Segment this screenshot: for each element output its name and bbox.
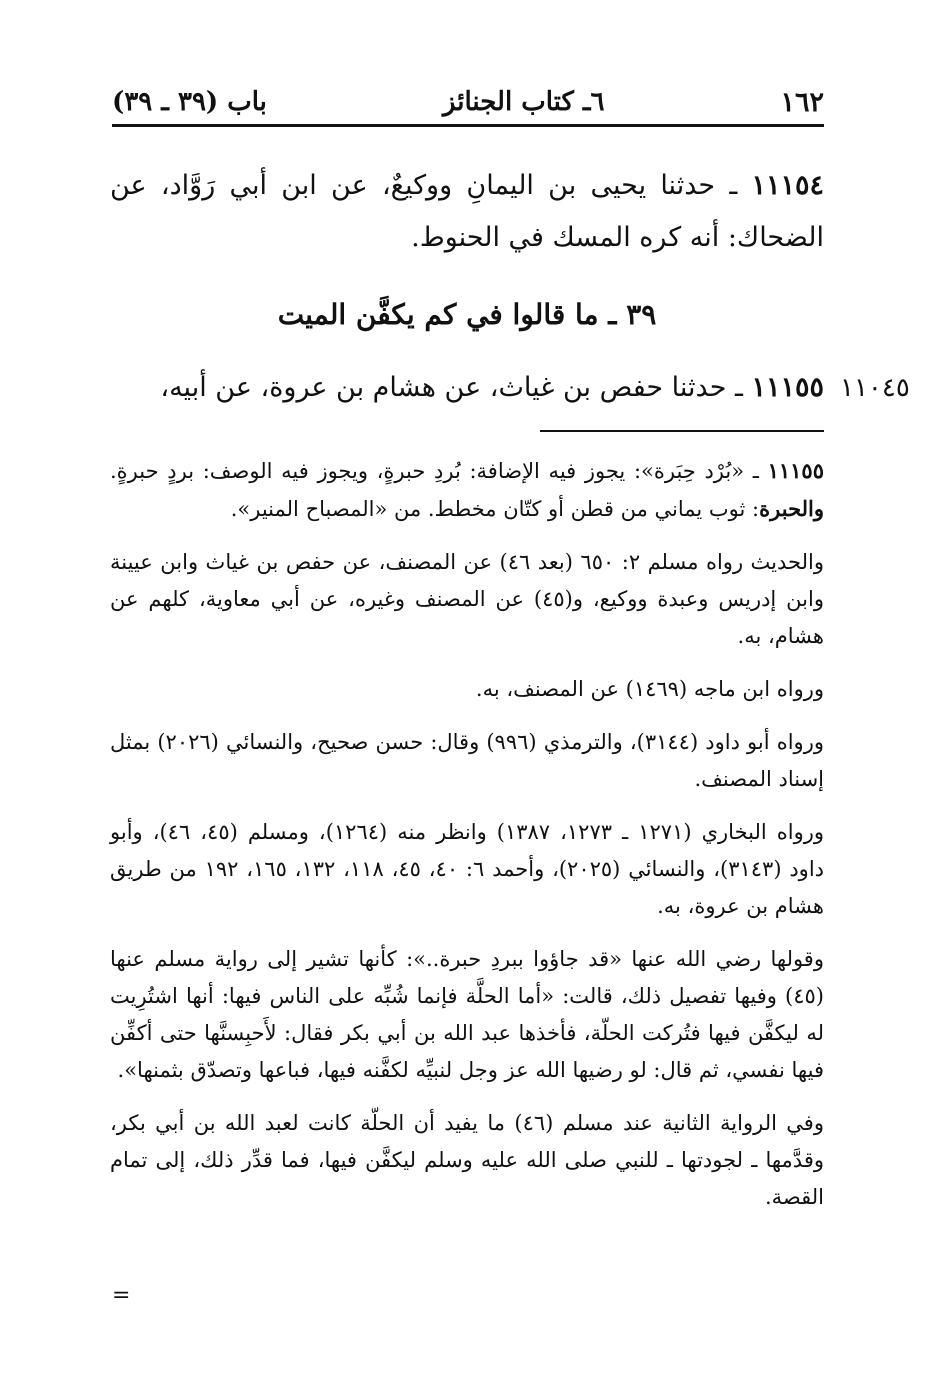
footnote-paragraph: ورواه أبو داود (٣١٤٤)، والترمذي (٩٩٦) وقال: حسن صحيح، والنسائي (٢٠٢٦) بمثل إسناد المصنف. bbox=[110, 730, 824, 791]
hadith-text: ـ حدثنا يحيى بن اليمانِ ووكيعٌ، عن ابن أبي رَوَّاد، عن الضحاك: أنه كره المسك في الحنوط. bbox=[110, 170, 824, 253]
footnote-rule bbox=[540, 430, 824, 432]
footnote-paragraph: ورواه البخاري (١٢٧١ ـ ١٢٧٣، ١٣٨٧) وانظر منه (١٢٦٤)، ومسلم (٤٥، ٤٦)، وأبو داود (٣١٤٣)، والنسائي (٢٠٢٥)، وأحمد ٦: ٤٠، ٤٥، ١١٨، ١٣٢، ١٦٥، ١٩٢ من طريق هشام بن عروة، به. bbox=[110, 820, 825, 918]
book-title: ٦ـ كتاب الجنائز bbox=[442, 87, 605, 117]
hadith-11154 bbox=[110, 160, 824, 264]
page-number: ١٦٢ bbox=[780, 86, 824, 118]
footnote-paragraph: وقولها رضي الله عنها «قد جاؤوا ببردِ حبرة..»: كأنها تشير إلى رواية مسلم عنها (٤٥) وفيها تفصيل ذلك، قالت: «أما الحلَّة فإنما شُبِّه على الناس فيها: أنها اشتُرِيت له ليكفَّن فيها فتُركت الحلّة، فأخذها عبد الله بن أبي بكر فقال: لأَحبِسنَّها حتى أكفِّن فيها نفسي، ثم قال: لو رضيها الله عز وجل لنبيِّه لكفَّنه فيها، فباعها وتصدّق بثمنها». bbox=[110, 947, 824, 1082]
footnote-1 bbox=[110, 452, 824, 528]
footnotes bbox=[110, 452, 824, 1232]
page-header bbox=[112, 84, 824, 120]
footnote-number: ١١١٥٥ bbox=[767, 458, 824, 483]
chapter-range: باب (٣٩ ـ ٣٩) bbox=[112, 87, 267, 117]
footnote-text: ـ «بُرْد حِبَرة»: يجوز فيه الإضافة: بُردِ حبرةٍ، ويجوز فيه الوصف: بردٍ حبرةٍ. bbox=[110, 459, 768, 483]
footnote-paragraph: ورواه ابن ماجه (١٤٦٩) عن المصنف، به. bbox=[475, 677, 824, 701]
section-title: ٣٩ ـ ما قالوا في كم يكفَّن الميت bbox=[277, 298, 657, 331]
hadith-11155 bbox=[110, 366, 824, 410]
hadith-text: ـ حدثنا حفص بن غياث، عن هشام بن عروة، عن أبيه، bbox=[160, 372, 752, 403]
footnote-text: : ثوب يماني من قطن أو كتّان مخطط. من «المصباح المنير». bbox=[230, 497, 760, 521]
hadith-number: ١١١٥٤ bbox=[751, 170, 824, 201]
header-rule bbox=[112, 124, 824, 127]
footnote-paragraph: وفي الرواية الثانية عند مسلم (٤٦) ما يفيد أن الحلّة كانت لعبد الله بن أبي بكر، وقدَّمها ـ لجودتها ـ للنبي صلى الله عليه وسلم ليكفَّن فيها، فما قدِّر ذلك، إلى تمام القصة. bbox=[110, 1111, 824, 1209]
margin-number: ١١٠٤٥ bbox=[840, 373, 910, 403]
footnote-paragraph: والحديث رواه مسلم ٢: ٦٥٠ (بعد ٤٦) عن المصنف، عن حفص بن غياث وابن عيينة وابن إدريس وعبدة ووكيع، و(٤٥) عن المصنف وغيره، عن أبي معاوية، كلهم عن هشام، به. bbox=[110, 550, 824, 648]
hadith-number: ١١١٥٥ bbox=[751, 372, 824, 403]
footnote-term: والحبرة bbox=[759, 496, 824, 521]
continuation-mark: = bbox=[112, 1283, 131, 1308]
